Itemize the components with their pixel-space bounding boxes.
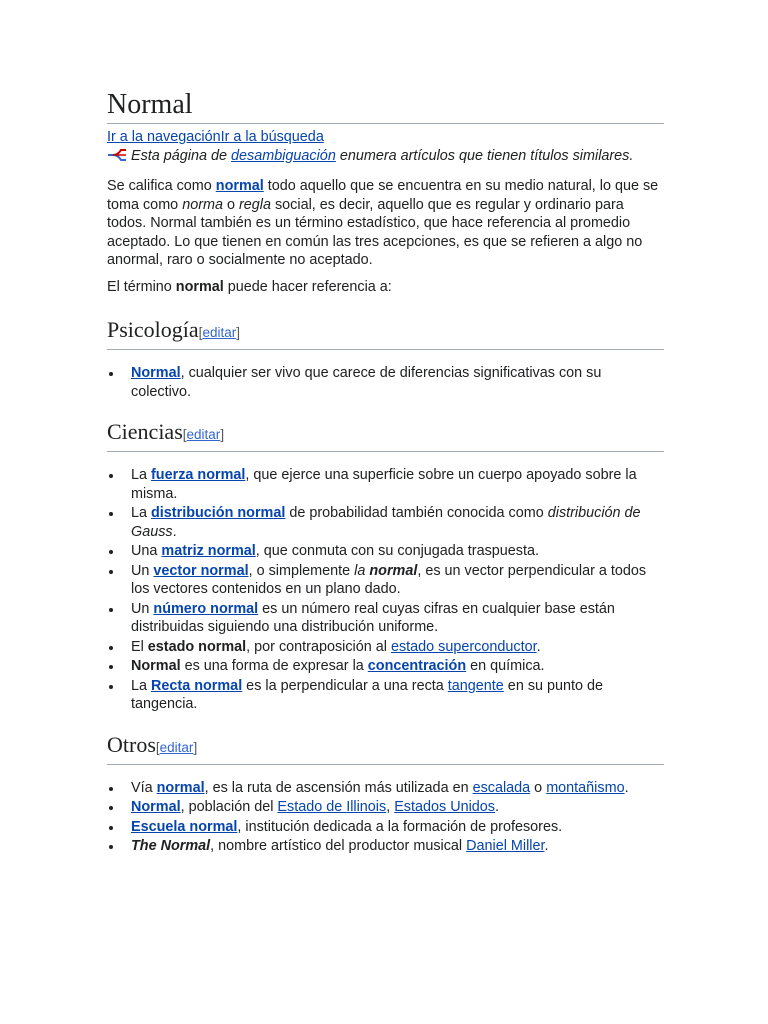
intro-bold-normal: normal [175,278,224,295]
list-item [107,798,664,817]
list-item [107,818,664,837]
item-text: Una [131,543,162,559]
section-heading-otros [107,731,664,765]
item-text: Un [131,600,154,617]
section-heading-ciencias [107,418,664,452]
distribucion-normal-link[interactable]: distribución normal [151,505,286,521]
ciencias-list [107,466,664,714]
item-link[interactable]: Normal [131,365,181,381]
normal-illinois-link[interactable]: Normal [131,799,181,815]
item-text: La [131,505,152,521]
recta-normal-link[interactable]: Recta normal [151,677,243,694]
edit-link[interactable]: editar [202,325,237,340]
item-text: o [530,779,547,796]
item-text: , por contraposición al [246,638,391,655]
section-title: Ciencias [107,419,183,444]
concentracion-link[interactable]: concentración [367,658,467,674]
list-item [107,600,664,637]
section-title: Otros [107,731,156,757]
jump-to-search-link[interactable]: Ir a la búsqueda [220,129,324,145]
edit-section: [editar] [155,739,198,755]
list-item [107,677,664,714]
section-title: Psicología [107,317,199,342]
disambiguation-notice [107,147,664,166]
item-text: . [495,799,499,815]
jump-links [107,128,664,147]
item-text: Un [131,562,154,579]
intro-italic-norma: norma [182,196,223,213]
daniel-miller-link[interactable]: Daniel Miller [466,838,545,854]
item-text: . [544,838,549,854]
list-item [107,638,664,657]
estados-unidos-link[interactable]: Estados Unidos [394,799,495,815]
otros-list [107,779,664,856]
edit-section: [editar] [198,325,240,340]
item-text: en su punto de tangencia. [131,677,604,712]
estado-superconductor-link[interactable]: estado superconductor [390,638,537,655]
item-bold: Normal [131,658,181,674]
item-bold: estado normal [147,638,247,655]
edit-link[interactable]: editar [159,739,194,755]
item-bold-italic: The Normal [131,838,211,854]
item-italic: la [354,562,366,579]
vector-normal-link[interactable]: vector normal [153,562,249,579]
via-normal-link[interactable]: normal [156,779,205,796]
item-text: , [386,799,395,815]
psicologia-list [107,364,664,401]
intro-text: o [222,196,239,213]
normal-link[interactable]: normal [215,178,264,194]
intro-paragraph-2 [107,278,664,297]
item-text: , que ejerce una superficie sobre un cuerpo apoyado sobre la misma. [131,467,637,502]
section-heading-psicologia [107,316,664,350]
list-item [107,542,664,561]
item-text: es una forma de expresar la [180,658,368,674]
intro-italic-regla: regla [238,196,271,213]
item-text: es un número real cuyas cifras en cualquier base están distribuidas siguiendo una distribución uniforme. [131,600,615,635]
page-title: Normal [107,88,664,124]
intro-text: Se califica como [107,178,216,194]
edit-section: [editar] [182,427,225,442]
item-text: Vía [131,779,157,796]
item-text: de probabilidad también conocida como [285,505,548,521]
intro-paragraph [107,177,664,270]
intro-text: El término [107,278,176,295]
hatnote-text-2: enumera artículos que tienen títulos similares. [335,147,634,164]
edit-link[interactable]: editar [186,427,221,442]
item-text: , que conmuta con su conjugada traspuesta. [255,543,539,559]
item-text: . [536,638,541,655]
item-text: en química. [466,658,545,674]
item-text: , es un vector perpendicular a todos los vectores contenidos en un plano dado. [131,562,647,597]
item-text: , cualquier ser vivo que carece de diferencias significativas con su colectivo. [131,365,602,400]
jump-to-navigation-link[interactable]: Ir a la navegación [107,129,221,145]
montanismo-link[interactable]: montañismo [546,779,625,796]
disambig-icon [107,148,127,162]
article [107,88,664,857]
estado-de-illinois-link[interactable]: Estado de Illinois [277,799,387,815]
matriz-normal-link[interactable]: matriz normal [161,543,256,559]
item-text: . [172,523,177,540]
intro-text: todo aquello que se encuentra en su medio natural, lo que se toma como [107,178,659,213]
item-text: . [624,779,629,796]
list-item [107,504,664,541]
list-item [107,779,664,798]
tangente-link[interactable]: tangente [447,677,504,694]
item-text: , población del [180,799,278,815]
list-item [107,657,664,676]
list-item [107,837,664,856]
list-item [107,562,664,599]
item-text: es la perpendicular a una recta [242,677,448,694]
list-item [107,364,664,401]
item-italic: distribución de Gauss [131,505,641,540]
numero-normal-link[interactable]: número normal [153,600,259,617]
hatnote-text-1: Esta página de [131,147,232,164]
fuerza-normal-link[interactable]: fuerza normal [151,467,246,483]
item-bold-italic: normal [369,562,418,579]
list-item [107,466,664,503]
intro-text: social, es decir, aquello que es regular y ordinario para todos. Normal también es un término estadístico, que hace referencia al promedio aceptado. Lo que tienen en común las tres acepciones, es que se refieren a algo no anormal, raro o socialmente no aceptado. [107,196,643,268]
escalada-link[interactable]: escalada [472,779,531,796]
item-text: El [131,638,148,655]
intro-text: puede hacer referencia a: [223,278,392,295]
escuela-normal-link[interactable]: Escuela normal [131,818,238,835]
item-text: La [131,467,152,483]
item-text: , es la ruta de ascensión más utilizada en [204,779,473,796]
item-text: , nombre artístico del productor musical [210,838,467,854]
desambiguacion-link[interactable]: desambiguación [231,147,336,164]
item-text: , institución dedicada a la formación de profesores. [237,818,563,835]
item-text: , o simplemente [248,562,355,579]
item-text: La [131,677,152,694]
